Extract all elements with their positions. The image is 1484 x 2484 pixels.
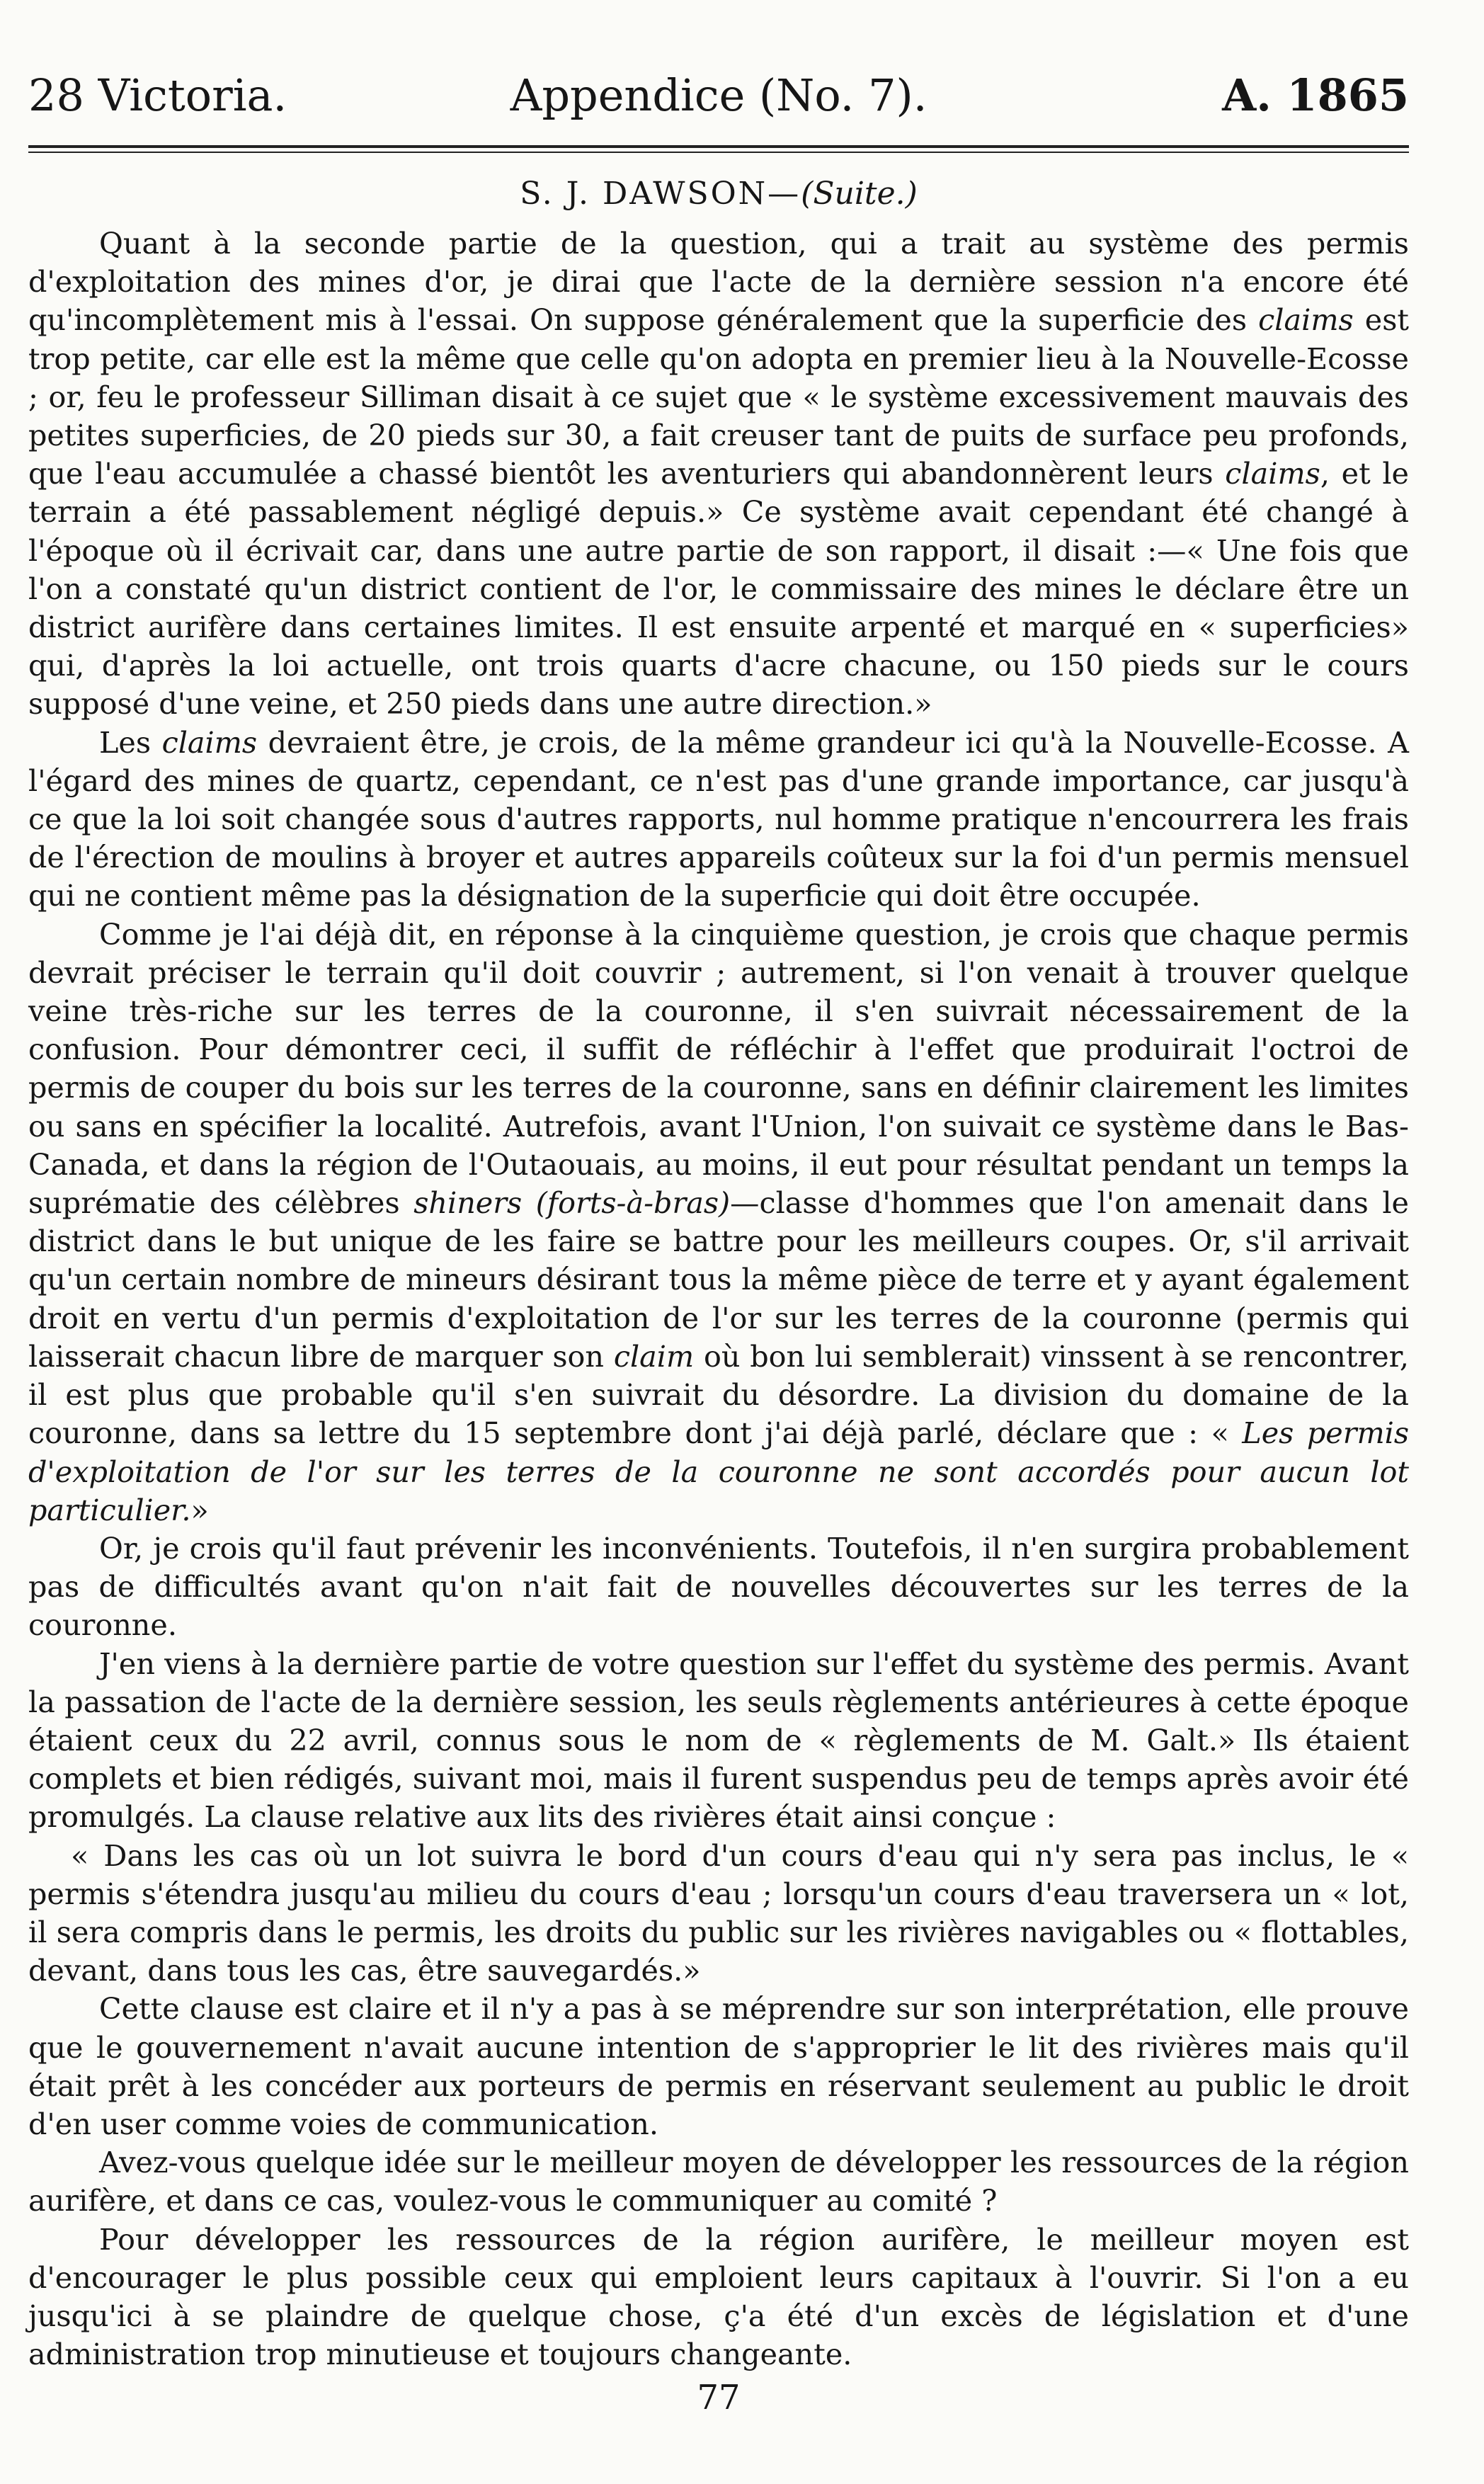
text-run: Quant à la seconde partie de la question, qui a trait au système des permis d'exploitation des mines d'or, je dirai que l'acte de la dernière session n'a encore été qu'incomplètement mis à l'essai. On suppose généralement que la superficie des	[28, 227, 1409, 338]
italic-run: Les permis d'exploitation de l'or sur les terres de la couronne ne sont accordés pour aucun lot particulier.	[28, 1416, 1410, 1527]
text-run: est trop petite, car elle est la même que celle qu'on adopta en premier lieu à la Nouvelle-Ecosse ; or, feu le professeur Silliman disait à ce sujet que « le système excessivement mauvais des petites superficies, de 20 pieds sur 30, a fait creuser tant de puits de surface peu profonds, que l'eau accumulée a chassé bientôt les aventuriers qui abandonnèrent leurs	[28, 303, 1410, 491]
text-run: Pour développer les ressources de la région aurifère, le meilleur moyen est d'encourager le plus possible ceux qui emploient leurs capitaux à l'ouvrir. Si l'on a eu jusqu'ici à se plaindre de quelque chose, ç'a été d'un excès de législation et d'une administration trop minutieuse et toujours changeante.	[28, 2222, 1409, 2372]
text-run: J'en viens à la dernière partie de votre question sur l'effet du système des permis. Avant la passation de l'acte de la dernière session, les seuls règlements antérieures à cette époque étaient ceux du 22 avril, connus sous le nom de « règlements de M. Galt.» Ils étaient complets et bien rédigés, suivant moi, mais il furent suspendus peu de temps après avoir été promulgés. La clause relative aux lits des rivières était ainsi conçue :	[28, 1646, 1409, 1835]
text-run: »	[190, 1493, 209, 1527]
section-title	[28, 176, 1409, 212]
text-run: Cette clause est claire et il n'y a pas à se méprendre sur son interprétation, elle prouve que le gouvernement n'avait aucune intention de s'approprier le lit des rivières mais qu'il était prêt à les concéder aux porteurs de permis en réservant seulement au public le droit d'en user comme voies de communication.	[28, 1992, 1409, 2141]
text-run: « Dans les cas où un lot suivra le bord d'un cours d'eau qui n'y sera pas inclus, le « permis s'étendra jusqu'au milieu du cours d'eau ; lorsqu'un cours d'eau traversera un « lot, il sera compris dans le permis, les droits du public sur les rivières navigables ou « flottables, devant, dans tous les cas, être sauvegardés.»	[28, 1838, 1409, 1988]
text-run: Or, je crois qu'il faut prévenir les inconvénients. Toutefois, il n'en surgira probablement pas de difficultés avant qu'on n'ait fait de nouvelles découvertes sur les terres de la couronne.	[28, 1531, 1409, 1643]
paragraph	[28, 916, 1409, 1529]
text-run: , et le terrain a été passablement négligé depuis.» Ce système avait cependant été changé à l'époque où il écrivait car, dans une autre partie de son rapport, il disait :—« Une fois que l'on a constaté qu'un district contient de l'or, le commissaire des mines le déclare être un district aurifère dans certaines limites. Il est ensuite arpenté et marqué en « superficies» qui, d'après la loi actuelle, ont trois quarts d'acre chacune, ou 150 pieds sur le cours supposé d'une veine, et 250 pieds dans une autre direction.»	[28, 457, 1409, 722]
italic-run: claims	[161, 725, 258, 760]
text-run: Les	[99, 725, 162, 760]
document-page	[28, 67, 1409, 2417]
paragraph	[28, 224, 1409, 724]
text-run: devraient être, je crois, de la même grandeur ici qu'à la Nouvelle-Ecosse. A l'égard des mines de quartz, cependant, ce n'est pas d'une grande importance, car jusqu'à ce que la loi soit changée sous d'autres rapports, nul homme pratique n'encourrera les frais de l'érection de moulins à broyer et autres appareils coûteux sur la foi d'un permis mensuel qui ne contient même pas la désignation de la superficie qui doit être occupée.	[28, 725, 1409, 913]
italic-run: claim	[613, 1339, 695, 1374]
header-rule	[28, 145, 1409, 153]
section-suffix: (Suite.)	[801, 176, 918, 212]
page-header	[28, 67, 1409, 124]
page-footer	[28, 2378, 1409, 2417]
text-run: Comme je l'ai déjà dit, en réponse à la cinquième question, je crois que chaque permis devrait préciser le terrain qu'il doit couvrir ; autrement, si l'on venait à trouver quelque veine très-riche sur les terres de la couronne, il s'en suivrait nécessairement de la confusion. Pour démontrer ceci, il suffit de réfléchir à l'effet que produirait l'octroi de permis de couper du bois sur les terres de la couronne, sans en définir clairement les limites ou sans en spécifier la localité. Autrefois, avant l'Union, l'on suivait ce système dans le Bas-Canada, et dans la région de l'Outaouais, au moins, il eut pour résultat pendant un temps la suprématie des célèbres	[28, 917, 1409, 1221]
italic-run: shiners (forts-à-bras)	[413, 1186, 731, 1221]
year-label: A. 1865	[1222, 69, 1409, 121]
paragraph	[28, 724, 1409, 916]
paragraph	[28, 2221, 1409, 2374]
witness-name: S. J. DAWSON—	[520, 176, 801, 212]
paragraph	[28, 1990, 1409, 2143]
paragraph	[28, 1529, 1409, 1645]
italic-run: claims	[1225, 457, 1320, 491]
appendix-label: Appendice (No. 7).	[510, 69, 928, 121]
page-number: 77	[697, 2378, 741, 2418]
italic-run: claims	[1258, 303, 1354, 338]
paragraph	[28, 1837, 1409, 1990]
text-run: où bon lui semblerait) vinssent à se rencontrer, il est plus que probable qu'il s'en suivrait du désordre. La division du domaine de la couronne, dans sa lettre du 15 septembre dont j'ai déjà parlé, déclare que : «	[28, 1339, 1409, 1451]
text-run: —classe d'hommes que l'on amenait dans le district dans le but unique de les faire se battre pour les meilleurs coupes. Or, s'il arrivait qu'un certain nombre de mineurs désirant tous la même pièce de terre et y ayant également droit en vertu d'un permis d'exploitation de l'or sur les terres de la couronne (permis qui laisserait chacun libre de marquer son	[28, 1186, 1410, 1374]
text-run: Avez-vous quelque idée sur le meilleur moyen de développer les ressources de la région aurifère, et dans ce cas, voulez-vous le communiquer au comité ?	[28, 2146, 1409, 2218]
body-text	[28, 224, 1409, 2374]
session-label: 28 Victoria.	[28, 69, 287, 121]
paragraph	[28, 1645, 1409, 1837]
paragraph	[28, 2143, 1409, 2220]
